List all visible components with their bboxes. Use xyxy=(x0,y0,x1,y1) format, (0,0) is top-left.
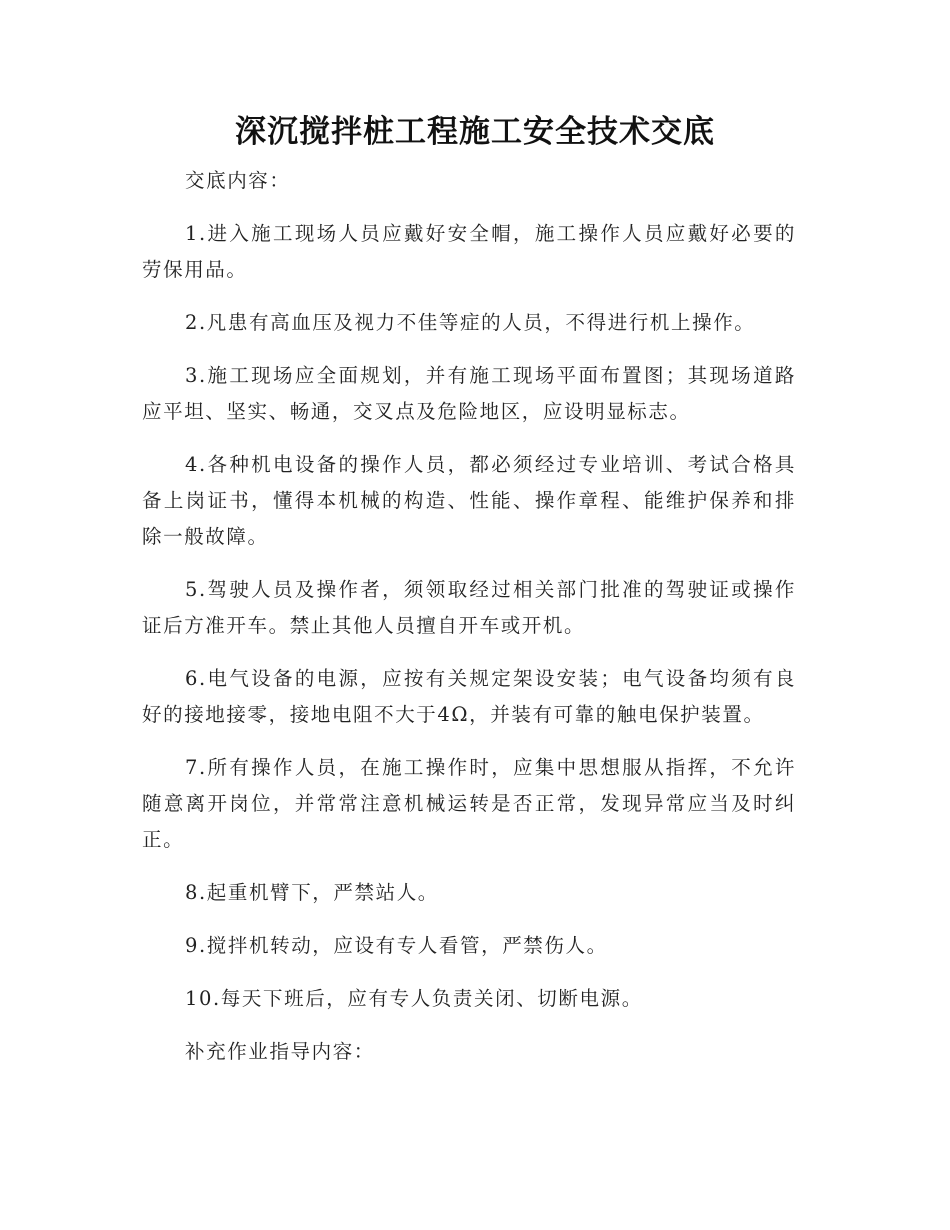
supplement-label: 补充作业指导内容： xyxy=(185,1040,375,1063)
item-1: 1.进入施工现场人员应戴好安全帽，施工操作人员应戴好必要的劳保用品。 xyxy=(142,222,796,281)
item-9: 9.搅拌机转动，应设有专人看管，严禁伤人。 xyxy=(185,934,608,957)
item-4: 4.各种机电设备的操作人员，都必须经过专业培训、考试合格具备上岗证书，懂得本机械的构造、性能、操作章程、能维护保养和排除一般故障。 xyxy=(142,453,796,548)
item-7: 7.所有操作人员，在施工操作时，应集中思想服从指挥，不允许随意离开岗位，并常常注意机械运转是否正常，发现异常应当及时纠正。 xyxy=(142,756,796,851)
item-10: 10.每天下班后，应有专人负责关闭、切断电源。 xyxy=(185,987,643,1010)
item-2: 2.凡患有高血压及视力不佳等症的人员，不得进行机上操作。 xyxy=(185,311,756,334)
intro-label: 交底内容： xyxy=(185,169,291,192)
item-5: 5.驾驶人员及操作者，须领取经过相关部门批准的驾驶证或操作证后方准开车。禁止其他人员擅自开车或开机。 xyxy=(142,578,796,637)
item-3: 3.施工现场应全面规划，并有施工现场平面布置图；其现场道路应平坦、坚实、畅通，交叉点及危险地区，应设明显标志。 xyxy=(142,364,796,423)
item-6: 6.电气设备的电源，应按有关规定架设安装；电气设备均须有良好的接地接零，接地电阻不大于4Ω，并装有可靠的触电保护装置。 xyxy=(142,667,796,726)
document-title: 深沉搅拌桩工程施工安全技术交底 xyxy=(235,114,715,150)
document-body xyxy=(142,163,796,1087)
item-8: 8.起重机臂下，严禁站人。 xyxy=(185,881,439,904)
